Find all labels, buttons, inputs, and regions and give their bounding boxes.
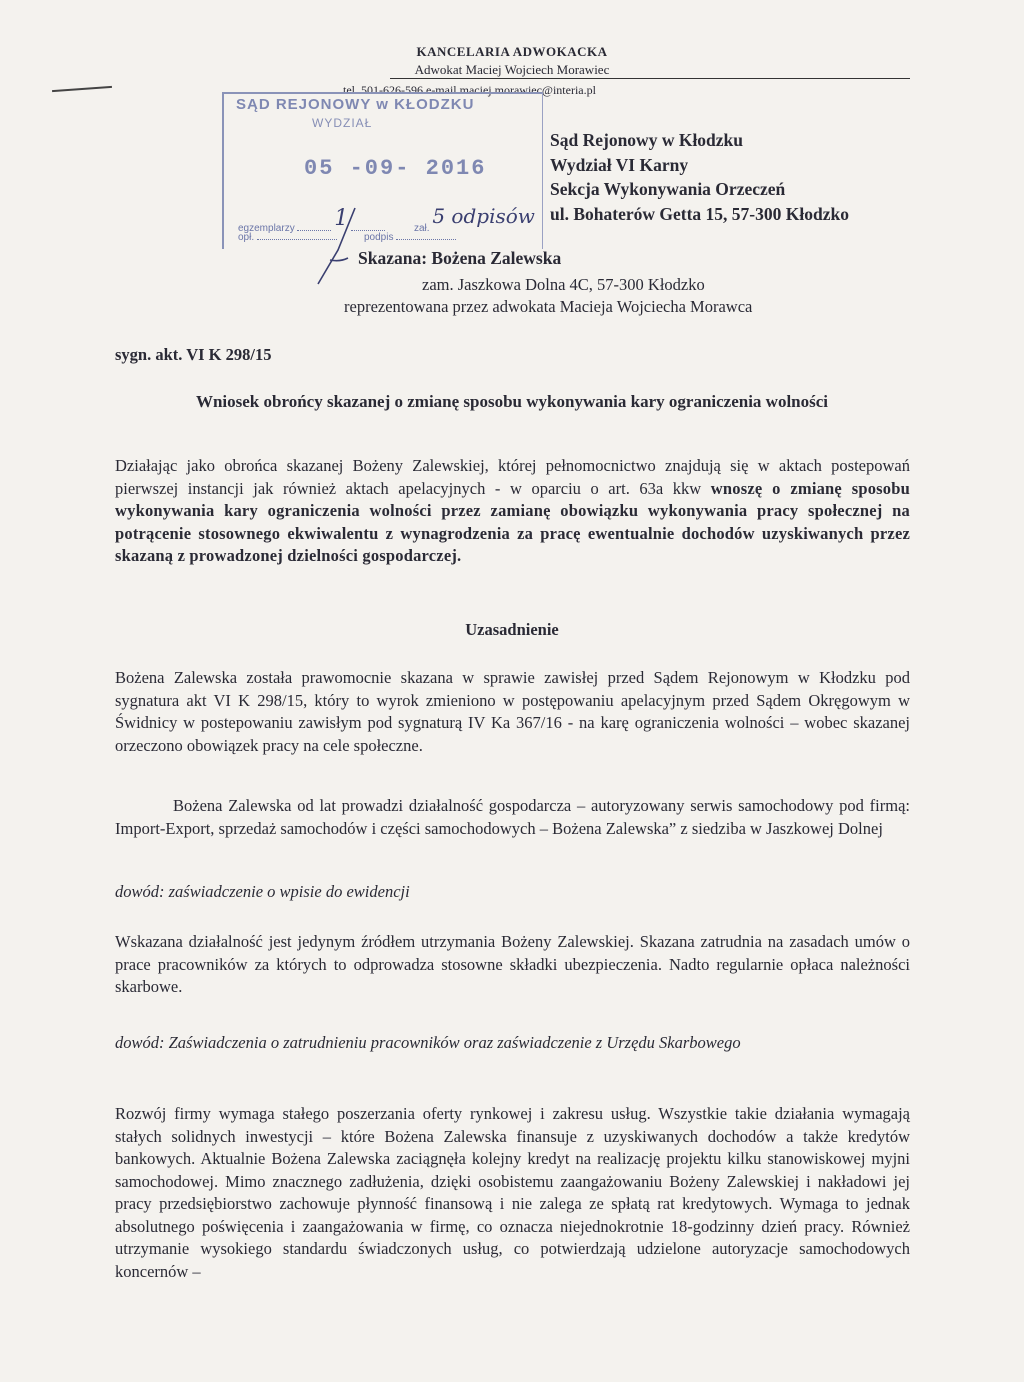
court-section: Sekcja Wykonywania Orzeczeń: [550, 179, 786, 199]
paragraph-development: Rozwój firmy wymaga stałego poszerzania oferty rynkowej i zakresu usług. Wszystkie takie działania wymagają stałych solidnych inwestycji – które Bożena Zalewska finansuje z uzyskiwanych dochodów a także kredytów bankowych. Aktualnie Bożena Zalewska zaciągnęła kolejny kredyt na realizację projektu kilku stanowiskowej myjni samochodowej. Mimo znacznego zadłużenia, dzięki osobistemu zaangażowaniu Bożeny Zalewskiej i nakładowi jej pracy przedsiębiorstwo zachowuje płynność finansową i nie zalega ze spłatą rat kredytowych. Wymaga to jednak absolutnego poświęcenia i zaangażowania w firmę, co oznacza niejednokrotnie 18-godzinny dzień pracy. Również utrzymanie wysokiego standardu świadczonych usług, co potwierdzają udzielone autoryzacje samochodowych koncernów –: [115, 1104, 910, 1281]
justification-heading: Uzasadnienie: [465, 620, 559, 639]
letterhead-lawyer: Adwokat Maciej Wojciech Morawiec: [414, 62, 610, 77]
court-street: ul. Bohaterów Getta 15, 57-300 Kłodzko: [550, 203, 849, 224]
stamp-date: 05 -09- 2016: [304, 156, 487, 181]
pen-mark: [52, 86, 112, 92]
court-address: [550, 128, 849, 226]
stamp-copies-value: 1: [334, 206, 349, 231]
convicted-address: zam. Jaszkowa Dolna 4C, 57-300 Kłodzko: [422, 275, 705, 294]
stamp-signature-label: podpis: [364, 232, 394, 243]
signature-scribble-icon: [300, 200, 380, 290]
stamp-court: SĄD REJONOWY w KŁODZKU: [236, 96, 475, 113]
representation: reprezentowana przez adwokata Macieja Wojciecha Morawca: [344, 297, 753, 316]
letterhead-firm: KANCELARIA ADWOKACKA: [416, 44, 608, 59]
stamp-attachments-value: 5 odpisów: [432, 204, 535, 228]
receipt-stamp: [222, 92, 543, 249]
court-name: Sąd Rejonowy w Kłodzku: [550, 130, 744, 150]
stamp-fee-label: opł.: [238, 232, 255, 243]
paragraph-income: Wskazana działalność jest jedynym źródłem utrzymania Bożeny Zalewskiej. Skazana zatrudnia na zasadach umów o prace pracowników za których to odprowadza stosowne składki ubezpieczenia. Nadto regularnie opłaca należności skarbowe.: [115, 932, 910, 996]
request-paragraph: [115, 455, 910, 568]
letterhead-contact: tel. 501-626-596 e-mail maciej.morawiec@interia.pl: [343, 83, 596, 97]
convicted-person: Skazana: Bożena Zalewska: [358, 248, 562, 268]
request-intro: Działając jako obrońca skazanej Bożeny Zalewskiej, której pełnomocnictwo znajdują się w aktach postepowań pierwszej instancji jak również aktach apelacyjnych - w oparciu o art. 63a kkw: [115, 456, 910, 498]
stamp-copies-label: egzemplarzy: [238, 223, 295, 234]
evidence-registry: dowód: zaświadczenie o wpisie do ewidencji: [115, 882, 410, 901]
court-department: Wydział VI Karny: [550, 154, 689, 175]
document-title: Wniosek obrońcy skazanej o zmianę sposobu wykonywania kary ograniczenia wolności: [195, 392, 829, 411]
stamp-department: WYDZIAŁ: [312, 116, 373, 130]
request-text: wnoszę o zmianę sposobu wykonywania kary ograniczenia wolności przez zamianę obowiązku wykonywania pracy społecznej na potrącenie stosownego ekwiwalentu z wynagrodzenia za pracę ewentualnie dochodów uzyskiwanych przez skazaną z prowadzonej dzielności gospodarczej.: [115, 478, 910, 565]
stamp-attachments-label: zał.: [414, 223, 430, 234]
case-number: sygn. akt. VI K 298/15: [115, 345, 272, 364]
paragraph-business: Bożena Zalewska od lat prowadzi działalność gospodarcza – autoryzowany serwis samochodowy pod firmą: Import-Export, sprzedaż samochodów i części samochodowych – Bożena Zalewska” z siedziba w Jaszkowej Dolnej: [115, 796, 910, 838]
paragraph-conviction: Bożena Zalewska została prawomocnie skazana w sprawie zawisłej przed Sądem Rejonowym w Kłodzku pod sygnatura akt VI K 298/15, który to wyrok zmieniono w postępowaniu apelacyjnym przed Sądem Okręgowym w Świdnicy w postepowaniu zawisłym pod sygnaturą IV Ka 367/16 - na karę ograniczenia wolności – wobec skazanej orzeczono obowiązek pracy na cele społeczne.: [115, 668, 910, 755]
letterhead-rule: [390, 78, 910, 79]
evidence-employment: dowód: Zaświadczenia o zatrudnieniu pracowników oraz zaświadczenie z Urzędu Skarbowego: [115, 1033, 741, 1052]
